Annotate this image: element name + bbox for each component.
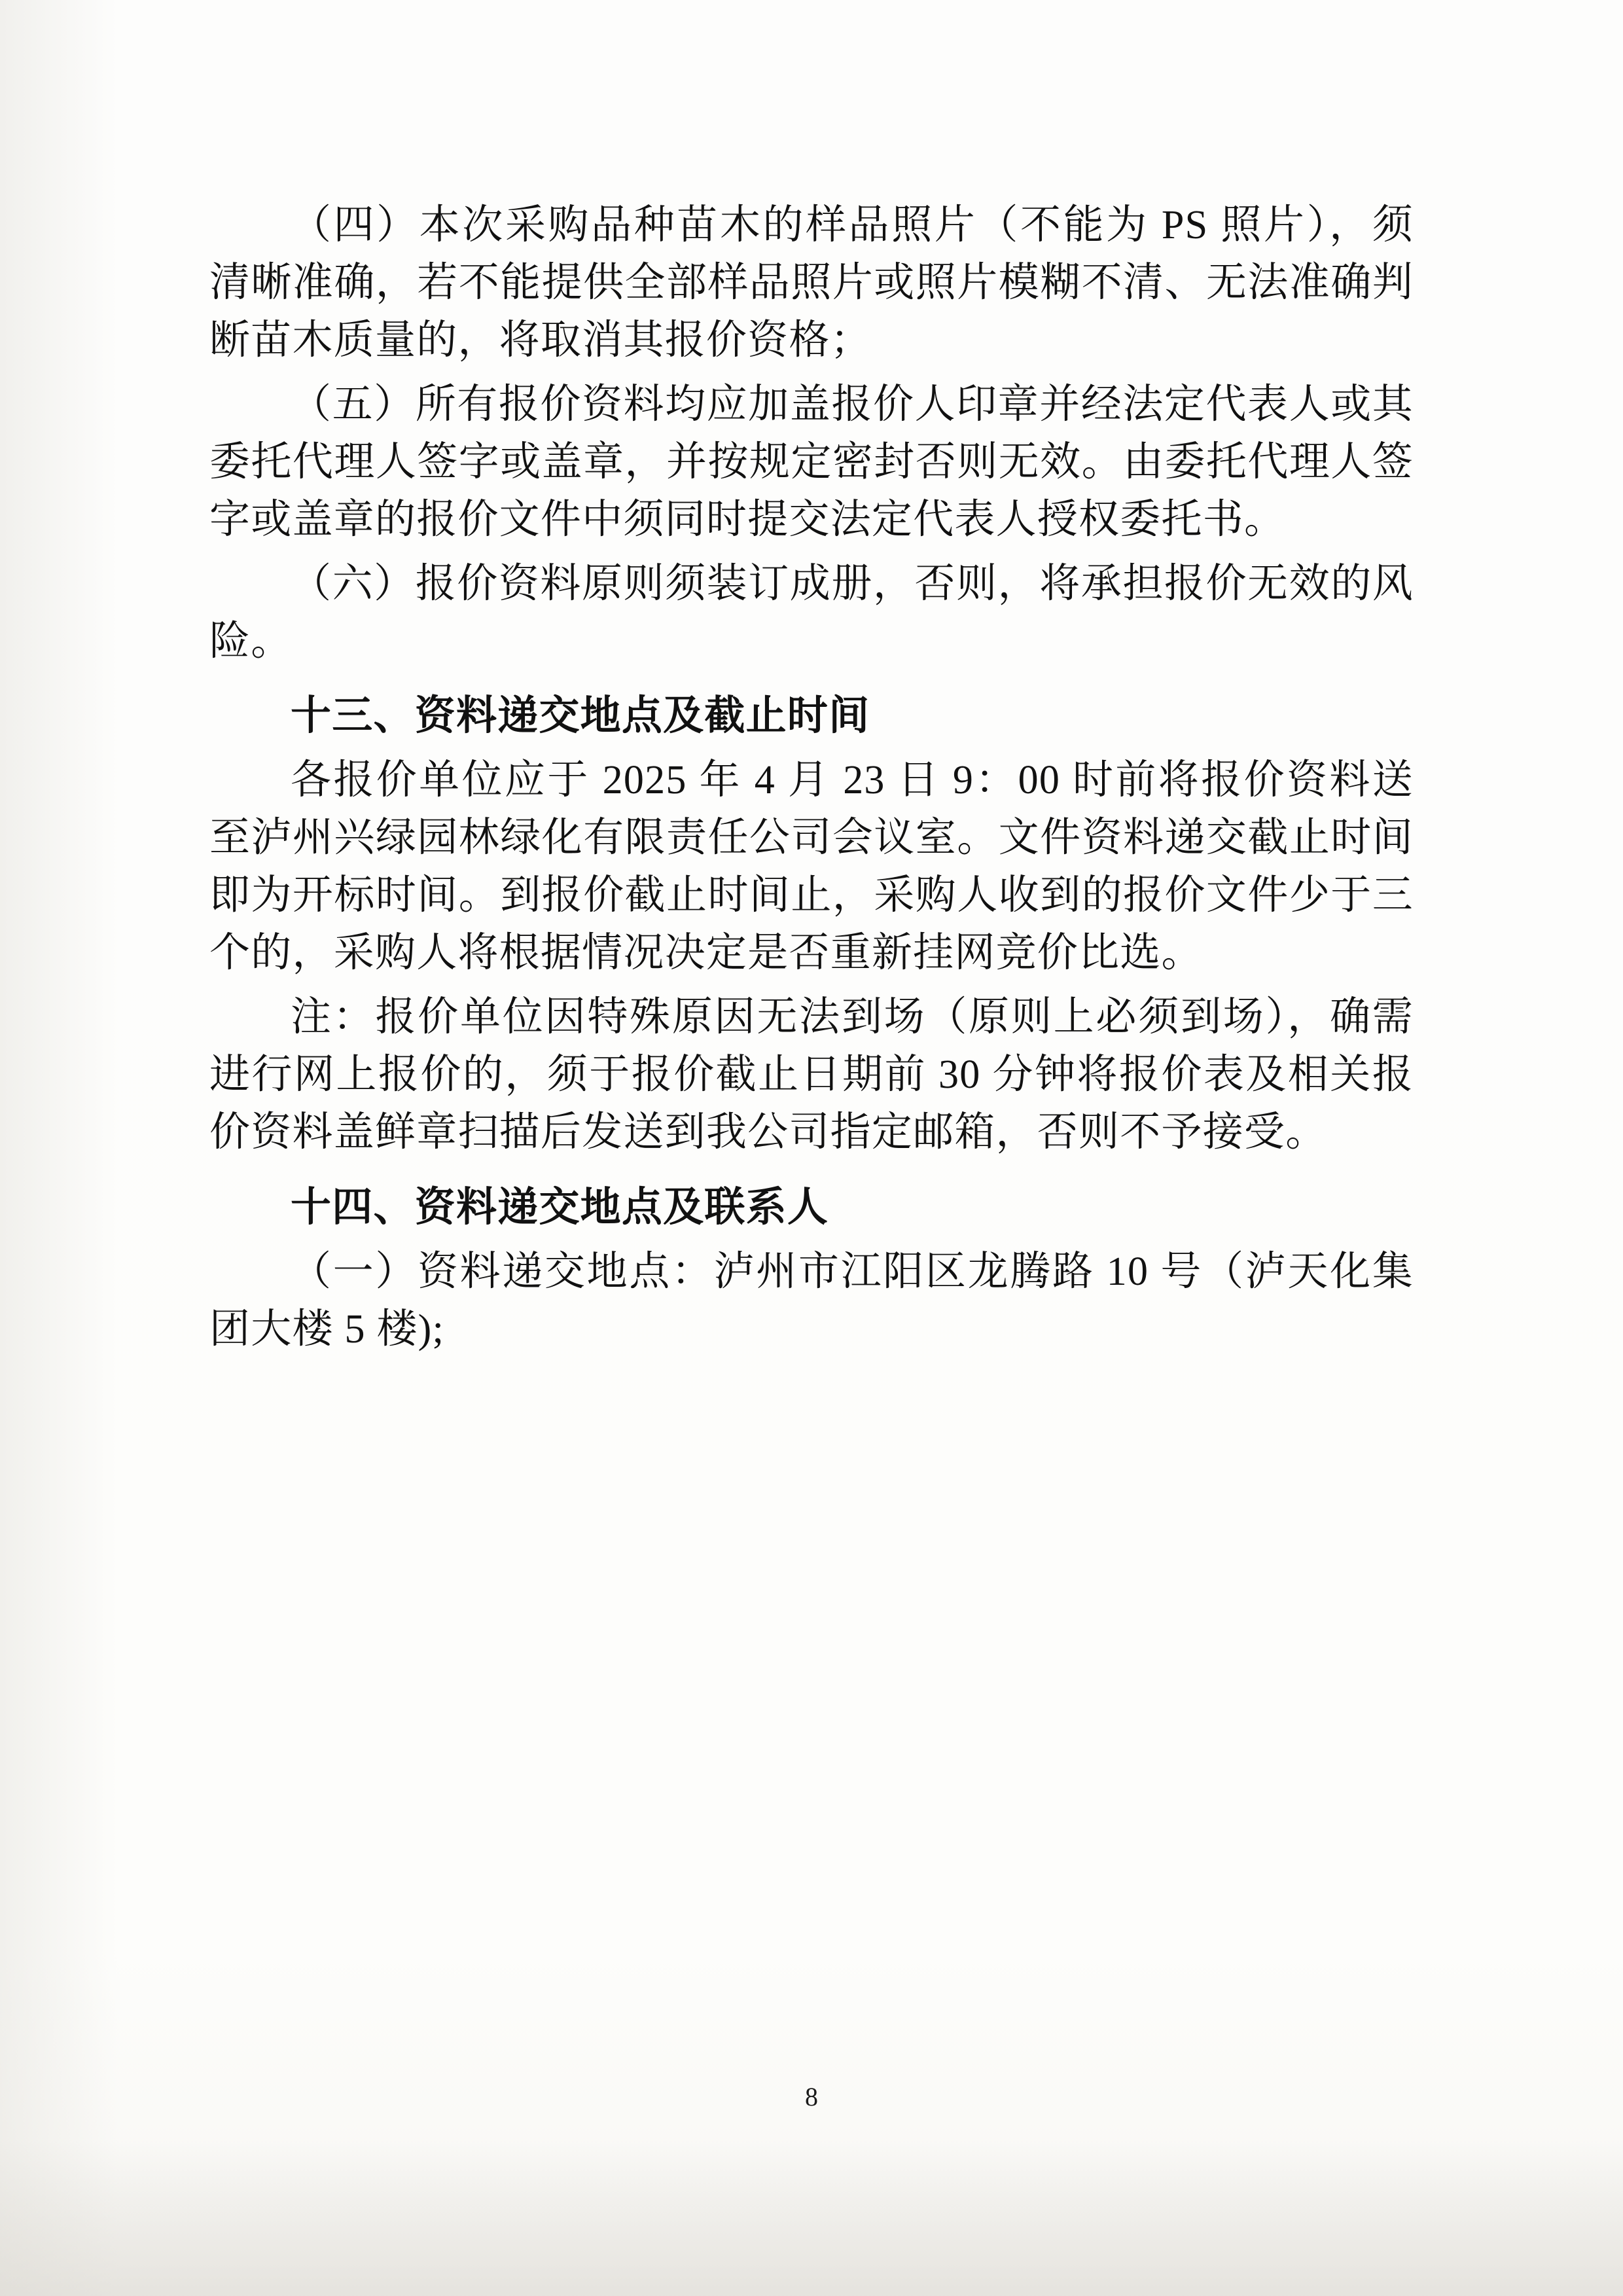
paragraph-item-4-sample-photos: （四）本次采购品种苗木的样品照片（不能为 PS 照片），须清晰准确，若不能提供全部样品照片或照片模糊不清、无法准确判断苗木质量的，将取消其报价资格；: [209, 203, 1414, 363]
scan-shading-bottom: [0, 2139, 1623, 2296]
document-body: [209, 196, 1414, 1365]
heading-14-submission-place-contact: 十四、资料递交地点及联系人: [291, 1184, 829, 1230]
heading-13-submission-place-deadline: 十三、资料递交地点及截止时间: [291, 693, 870, 739]
paragraph-deadline-detail: 各报价单位应于 2025 年 4 月 23 日 9：00 时前将报价资料送至泸州兴绿园林绿化有限责任公司会议室。文件资料递交截止时间即为开标时间。到报价截止时间止，采购人收到的报价文件少于三个的，采购人将根据情况决定是否重新挂网竞价比选。: [209, 758, 1414, 976]
paragraph-note-online-quotation: 注：报价单位因特殊原因无法到场（原则上必须到场），确需进行网上报价的，须于报价截止日期前 30 分钟将报价表及相关报价资料盖鲜章扫描后发送到我公司指定邮箱，否则不予接受。: [209, 995, 1414, 1155]
paragraph-item-1-address: （一）资料递交地点：泸州市江阳区龙腾路 10 号（泸天化集团大楼 5 楼);: [209, 1249, 1414, 1352]
page-number: 8: [805, 2082, 818, 2111]
paragraph-item-5-seal-signature: （五）所有报价资料均应加盖报价人印章并经法定代表人或其委托代理人签字或盖章，并按规定密封否则无效。由委托代理人签字或盖章的报价文件中须同时提交法定代表人授权委托书。: [209, 382, 1414, 543]
paragraph-item-6-binding: （六）报价资料原则须装订成册，否则，将承担报价无效的风险。: [209, 562, 1414, 664]
scan-shading-left: [0, 0, 118, 2296]
